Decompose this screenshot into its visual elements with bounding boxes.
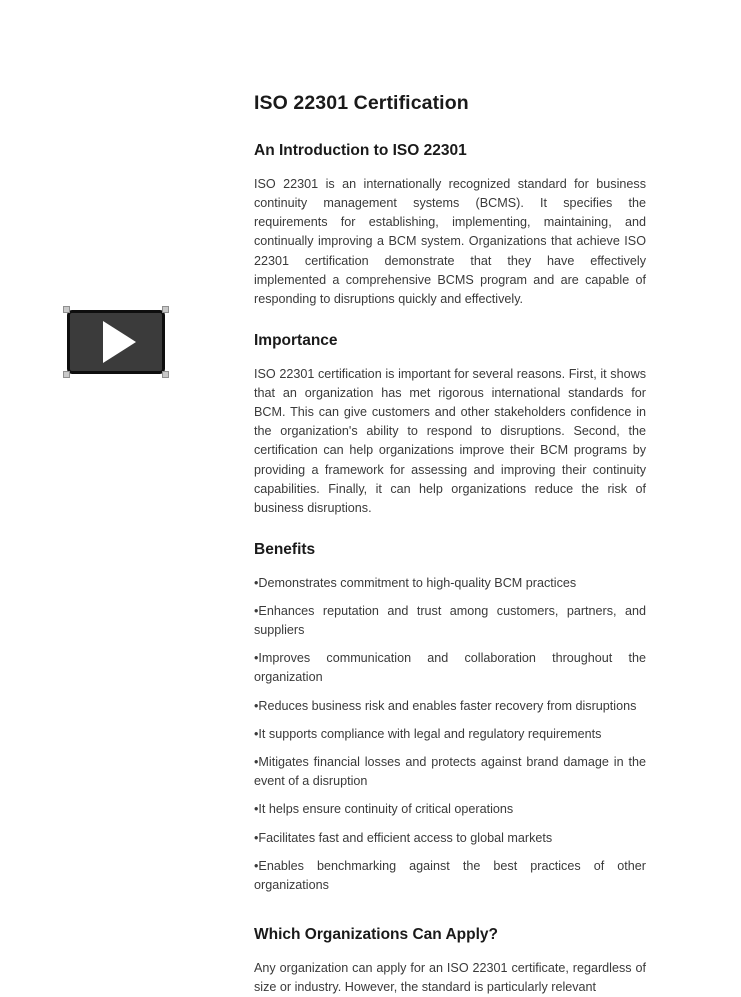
bullet-icon: • — [254, 603, 259, 618]
document-body — [254, 92, 646, 997]
list-item-label: Facilitates fast and efficient access to global markets — [258, 830, 553, 845]
bullet-icon: • — [254, 754, 259, 769]
section-heading-which-organizations: Which Organizations Can Apply? — [254, 926, 498, 944]
page-title: ISO 22301 Certification — [254, 92, 469, 114]
list-item — [254, 829, 646, 848]
bullet-icon: • — [254, 698, 259, 713]
benefits-list — [254, 574, 646, 896]
list-item-label: Reduces business risk and enables faster recovery from disruptions — [258, 698, 637, 713]
section-paragraph-introduction: ISO 22301 is an internationally recognized standard for business continuity management systems (BCMS). It specifies the requirements for establishing, implementing, maintaining, and continually improving a BCM system. Organizations that achieve ISO 22301 certification demonstrate that they have effectively implemented a comprehensive BCMS program and are capable of responding to disruptions quickly and effectively. — [254, 176, 646, 306]
bullet-icon: • — [254, 726, 259, 741]
section-heading-introduction: An Introduction to ISO 22301 — [254, 142, 467, 160]
resize-handle-top-right[interactable] — [162, 306, 169, 313]
section-heading-importance: Importance — [254, 332, 338, 350]
bullet-icon: • — [254, 651, 259, 666]
list-item-label: Enhances reputation and trust among customers, partners, and suppliers — [254, 603, 646, 637]
list-item — [254, 857, 646, 895]
bullet-icon: • — [254, 575, 259, 590]
list-item-label: Improves communication and collaboration throughout the organization — [254, 651, 646, 685]
list-item — [254, 697, 646, 716]
bullet-icon: • — [254, 858, 259, 873]
resize-handle-top-left[interactable] — [63, 306, 70, 313]
list-item — [254, 753, 646, 791]
list-item — [254, 649, 646, 687]
resize-handle-bottom-right[interactable] — [162, 371, 169, 378]
resize-handle-bottom-left[interactable] — [63, 371, 70, 378]
bullet-icon: • — [254, 830, 259, 845]
bullet-icon: • — [254, 802, 259, 817]
list-item-label: Demonstrates commitment to high-quality BCM practices — [258, 575, 577, 590]
section-heading-benefits: Benefits — [254, 541, 316, 559]
list-item — [254, 574, 646, 593]
list-item-label: It helps ensure continuity of critical operations — [258, 802, 514, 817]
list-item — [254, 800, 646, 819]
section-paragraph-importance: ISO 22301 certification is important for several reasons. First, it shows that an organization has met rigorous international standards for BCM. This can give customers and other stakeholders confidence in the organization's ability to respond to disruptions. Second, the certification can help organizations improve their BCM programs by providing a framework for assessing and improving their continuity capabilities. Finally, it can help organizations reduce the risk of business disruptions. — [254, 366, 646, 515]
list-item-label: Enables benchmarking against the best practices of other organizations — [254, 858, 646, 892]
list-item — [254, 725, 646, 744]
list-item-label: Mitigates financial losses and protects against brand damage in the event of a disruption — [254, 754, 646, 789]
section-paragraph-which-organizations: Any organization can apply for an ISO 22301 certificate, regardless of size or industry. However, the standard is particularly relevant — [254, 960, 646, 994]
video-placeholder-object[interactable] — [67, 310, 165, 374]
list-item — [254, 602, 646, 640]
play-icon[interactable] — [103, 321, 136, 363]
video-placeholder[interactable] — [67, 310, 165, 374]
list-item-label: It supports compliance with legal and regulatory requirements — [258, 726, 602, 741]
